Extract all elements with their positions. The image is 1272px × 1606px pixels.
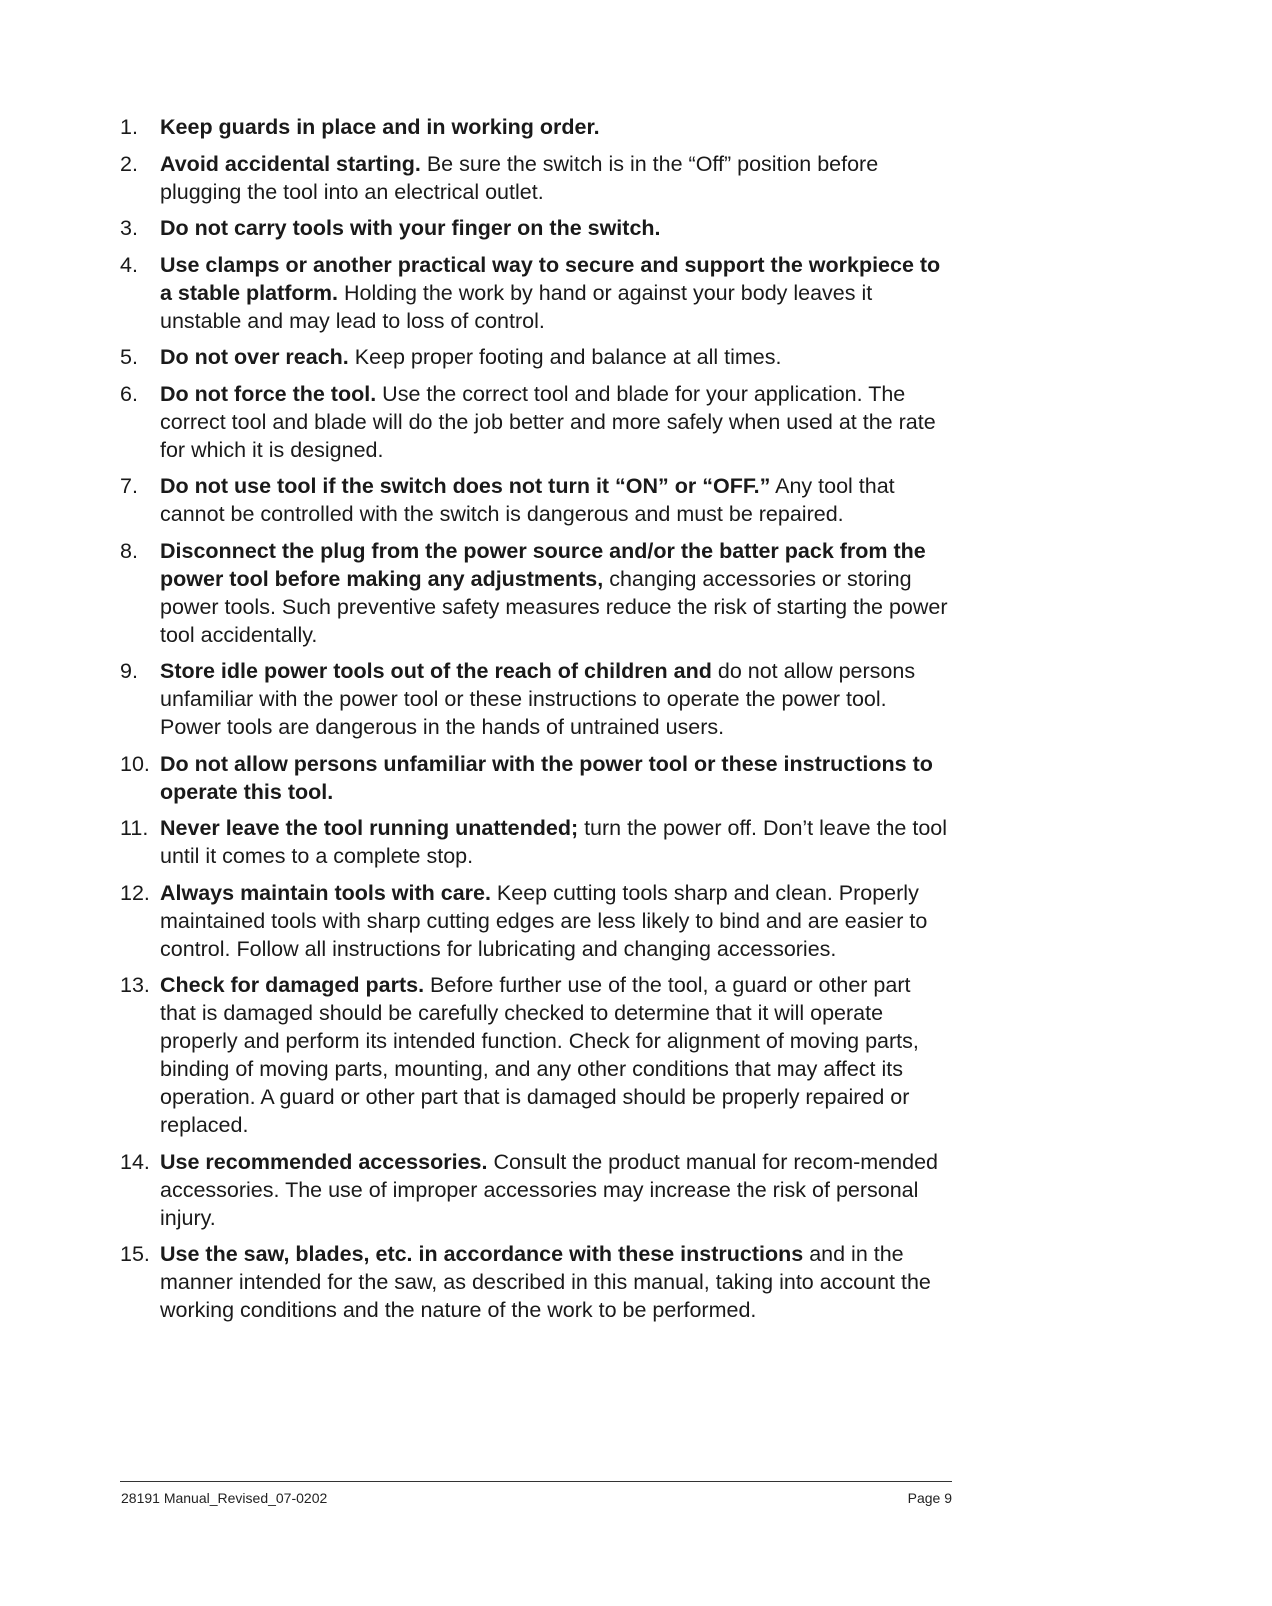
item-number: 2. bbox=[120, 151, 138, 176]
item-heading: Store idle power tools out of the reach of children and bbox=[160, 659, 712, 683]
item-heading: Keep guards in place and in working order. bbox=[160, 115, 600, 139]
item-heading: Do not force the tool. bbox=[160, 381, 377, 406]
footer-divider bbox=[120, 1481, 952, 1482]
item-body: and in the manner intended for the saw, as described in this manual, taking into account the working conditions and the nature of the work to be performed. bbox=[160, 1242, 931, 1322]
item-heading: Never leave the tool running unattended; bbox=[160, 816, 579, 840]
safety-rule-item bbox=[120, 814, 950, 870]
item-number: 11. bbox=[120, 816, 149, 840]
item-number: 10. bbox=[120, 751, 150, 776]
safety-rule-item bbox=[120, 879, 950, 963]
item-number: 14. bbox=[120, 1149, 150, 1174]
item-heading: Always maintain tools with care. bbox=[160, 880, 491, 905]
item-number: 8. bbox=[120, 538, 138, 563]
item-number: 7. bbox=[120, 474, 138, 498]
safety-rule-item bbox=[120, 113, 950, 141]
safety-rule-item bbox=[120, 343, 950, 371]
safety-rule-item bbox=[120, 380, 950, 464]
item-number: 3. bbox=[120, 216, 138, 240]
item-body: do not allow persons unfamiliar with the power tool or these instructions to operate the power tool. Power tools are dangerous in the hands of untrained users. bbox=[160, 659, 916, 739]
safety-rule-item bbox=[120, 1148, 950, 1232]
item-number: 12. bbox=[120, 880, 150, 905]
item-number: 9. bbox=[120, 659, 138, 683]
document-id: 28191 Manual_Revised_07-0202 bbox=[121, 1490, 328, 1506]
item-heading: Do not use tool if the switch does not turn it “ON” or “OFF.” bbox=[160, 474, 771, 498]
safety-rules-list bbox=[120, 113, 950, 1333]
item-number: 13. bbox=[120, 973, 150, 997]
item-body: Use the correct tool and blade for your application. The correct tool and blade will do the job better and more safely when used at the rate for which it is designed. bbox=[160, 381, 936, 462]
safety-rule-item bbox=[120, 971, 950, 1139]
page-number: Page 9 bbox=[907, 1490, 952, 1506]
item-number: 1. bbox=[120, 115, 138, 139]
item-body: Before further use of the tool, a guard or other part that is damaged should be carefully checked to determine that it will operate properly and perform its intended function. Check for alignment of moving parts, binding of moving parts, mounting, and any other conditions that may affect its operation. A guard or other part that is damaged should be properly repaired or replaced. bbox=[160, 973, 919, 1137]
item-number: 6. bbox=[120, 381, 138, 406]
item-heading: Check for damaged parts. bbox=[160, 973, 425, 997]
item-heading: Use the saw, blades, etc. in accordance with these instructions bbox=[160, 1242, 804, 1266]
item-body: Keep proper footing and balance at all times. bbox=[348, 345, 782, 369]
safety-rule-item bbox=[120, 251, 950, 335]
safety-rule-item bbox=[120, 657, 950, 741]
safety-rule-item bbox=[120, 472, 950, 528]
safety-rule-item bbox=[120, 214, 950, 242]
safety-rule-item bbox=[120, 1240, 950, 1324]
safety-rule-item bbox=[120, 150, 950, 206]
item-body: Holding the work by hand or against your body leaves it unstable and may lead to loss of control. bbox=[160, 280, 873, 333]
item-heading: Use recommended accessories. bbox=[160, 1149, 488, 1174]
item-heading: Avoid accidental starting. bbox=[160, 151, 421, 176]
safety-rule-item bbox=[120, 750, 950, 806]
item-heading: Use clamps or another practical way to secure and support the workpiece to a stable platform. bbox=[160, 252, 941, 305]
item-heading: Do not over reach. bbox=[160, 345, 349, 369]
item-body: Be sure the switch is in the “Off” position before plugging the tool into an electrical outlet. bbox=[160, 151, 879, 204]
item-body: changing accessories or storing power tools. Such preventive safety measures reduce the risk of starting the power tool accidentally. bbox=[160, 566, 948, 647]
item-body: Keep cutting tools sharp and clean. Properly maintained tools with sharp cutting edges are less likely to bind and are easier to control. Follow all instructions for lubricating and changing accessories. bbox=[160, 880, 928, 961]
item-body: turn the power off. Don’t leave the tool until it comes to a complete stop. bbox=[160, 816, 948, 868]
item-number: 15. bbox=[120, 1242, 150, 1266]
item-body: Consult the product manual for recom-mended accessories. The use of improper accessories may increase the risk of personal injury. bbox=[160, 1149, 939, 1230]
item-heading: Disconnect the plug from the power source and/or the batter pack from the power tool before making any adjustments, bbox=[160, 538, 926, 591]
item-number: 5. bbox=[120, 345, 138, 369]
item-body: Any tool that cannot be controlled with the switch is dangerous and must be repaired. bbox=[160, 474, 895, 526]
item-heading: Do not carry tools with your finger on the switch. bbox=[160, 216, 661, 240]
safety-rule-item bbox=[120, 537, 950, 649]
item-heading: Do not allow persons unfamiliar with the power tool or these instructions to operate this tool. bbox=[160, 751, 933, 804]
item-number: 4. bbox=[120, 252, 138, 277]
